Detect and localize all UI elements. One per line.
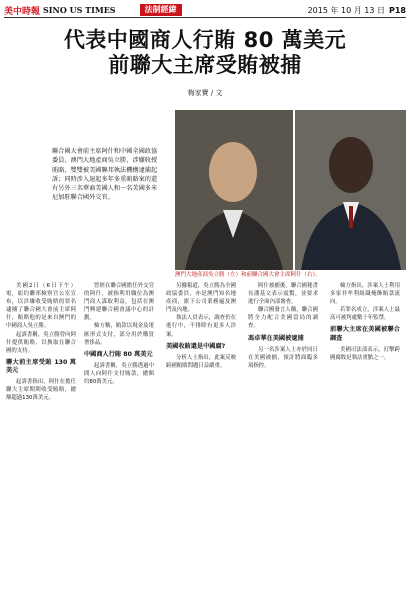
photo-un-official-figure [295,110,406,270]
paragraph: 檢方稱，賄款以現金及電匯形式支付，部分用於購買奢侈品。 [84,323,154,346]
paragraph: 分析人士指出，此案反映跨國賄賂問題日益嚴重。 [166,354,236,369]
newspaper-logo-chinese: 美中時報 [4,6,41,17]
photo-businessman-figure [175,110,293,270]
subheading: 中國商人行賄 80 萬美元 [84,350,153,358]
byline: 梅家寶 / 文 [187,89,223,97]
article-column-4 [248,282,318,370]
paragraph: 執法人員表示，調查仍在進行中，不排除有更多人涉案。 [166,315,236,338]
headline-line-1: 代表中國商人行賄 80 萬美元 [63,28,347,52]
paragraph: 若罪名成立，涉案人士最高可被判處數十年監禁。 [330,307,400,322]
paragraph: 聯合國發言人稱，聯合國將全力配合美國當局的調查。 [248,307,318,330]
subheading: 美國收賄還是中國腐? [166,342,226,350]
page-header [4,4,406,16]
subheading: 前聯大主席在美國被聯合調查 [330,326,400,342]
article-column-1 [6,282,76,402]
article-column-3 [166,282,236,370]
photo-caption: 澳門大地產商吳立勝（左）和前聯合國大會主席阿什（右）。 [175,272,321,278]
page-number: P18 [389,5,406,15]
subheading: 馮卓華在美國被逮捕 [248,334,304,342]
headline [0,28,410,78]
paragraph: 美國2日（6日下午）電，紐約聯邦檢察官公室宣布，以涉嫌收受賄賂的罪名逮捕了聯合國大會前主席阿什，賄賂他的是來自澳門的中國商人吳立勝。 [6,283,76,330]
paragraph: 起訴書指出，阿什在擔任聯大主席期間收受賄賂，總額超過130萬美元。 [6,379,76,402]
issue-date: 2015 年 10 月 13 日 [307,5,385,15]
paragraph: 另據報道，吳立勝為全國政協委員，亦是澳門知名地產商，旗下公司業務遍及澳門及內地。 [166,283,236,314]
article-summary: 聯合國大會前主席阿什和中國全國政協委員、澳門大地產商吳立勝，涉嫌收授賄賂，雙雙被美國聯邦執法機構逮捕起訴；同時涉入退起多年多重賄賂案的還有另外三名華裔美國人和一名美國多米尼加駐聯合國外交官。 [52,148,158,202]
paragraph: 起訴書稱，吳立勝曾向阿什提供賄賂，以換取在聯合國的支持。 [6,331,76,354]
newspaper-logo-english: SINO US TIMES [43,5,116,15]
paragraph: 檢方指出，涉案人士利用多家非牟利組織掩飾賄款流向。 [330,283,400,306]
paragraph: 另一名涉案人士亦於同日在美國被捕，預計將面臨多項指控。 [248,346,318,369]
photo-un-official [295,110,406,270]
section-label: 法制經緯 [140,4,182,16]
paragraph: 美國司法部表示，打擊跨國腐敗是執法重點之一。 [330,346,400,361]
paragraph: 曾經在聯合國擔任外交官的阿什，被指利用職位為澳門商人謀取利益，包括在澳門興建聯合國會議中心的計劃。 [84,283,154,322]
paragraph: 阿什被捕後，聯合國秘書長潘基文表示震驚，並要求進行全面內部審查。 [248,283,318,306]
paragraph: 起訴書稱，吳立勝透過中間人向阿什支付賄款，總額約80萬美元。 [84,362,154,386]
article-column-2 [84,282,154,386]
photo-businessman [175,110,293,270]
article-column-5 [330,282,400,362]
header-rule [4,17,406,18]
subheading: 聯大前主席受賄 130 萬美元 [6,358,76,374]
headline-line-2: 前聯大主席受賄被捕 [108,53,302,77]
